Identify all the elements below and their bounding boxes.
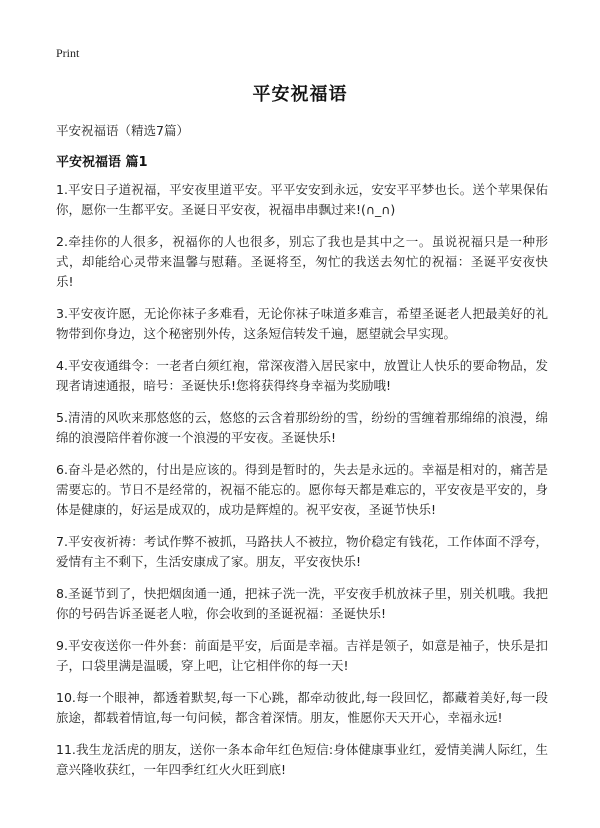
paragraph-5: 5.清清的风吹来那悠悠的云，悠悠的云含着那纷纷的雪，纷纷的雪缠着那绵绵的浪漫，绵绵的浪漫陪伴着你渡一个浪漫的平安夜。圣诞快乐! [56,410,548,445]
paragraph-8: 8.圣诞节到了，快把烟囱通一通，把袜子洗一洗，平安夜手机放袜子里，别关机哦。我把你的号码告诉圣诞老人啦，你会收到的圣诞祝福：圣诞快乐! [56,586,548,621]
paragraph-list [56,180,548,792]
document-subtitle: 平安祝福语（精选7篇） [56,123,189,138]
paragraph-2: 2.牵挂你的人很多，祝福你的人也很多，别忘了我也是其中之一。虽说祝福只是一种形式，却能给心灵带来温馨与慰藉。圣诞将至，匆忙的我送去匆忙的祝福：圣诞平安夜快乐! [56,234,548,289]
paragraph-7: 7.平安夜祈祷：考试作弊不被抓，马路扶人不被拉，物价稳定有钱花，工作体面不浮夸，爱情有主不剩下，生活安康成了家。朋友，平安夜快乐! [56,534,548,569]
paragraph-11: 11.我生龙活虎的朋友，送你一条本命年红色短信:身体健康事业红，爱情美满人际红，生意兴隆收获红，一年四季红红火火旺到底! [56,742,548,777]
paragraph-6: 6.奋斗是必然的，付出是应该的。得到是暂时的，失去是永远的。幸福是相对的，痛苦是需要忘的。节日不是经常的，祝福不能忘的。愿你每天都是难忘的，平安夜是平安的，身体是健康的，好运是成双的，成功是辉煌的。祝平安夜，圣诞节快乐! [56,462,548,517]
document-title: 平安祝福语 [252,84,348,105]
paragraph-10: 10.每一个眼神，都透着默契,每一下心跳，都牵动彼此,每一段回忆，都藏着美好,每一段旅途，都载着情谊,每一句问候，都含着深情。朋友，惟愿你天天开心，幸福永远! [56,690,548,725]
print-link[interactable]: Print [56,46,80,60]
paragraph-4: 4.平安夜通缉令：一老者白须红袍，常深夜潜入居民家中，放置让人快乐的要命物品，发现者请速通报，暗号：圣诞快乐!您将获得终身幸福为奖励哦! [56,358,548,393]
paragraph-3: 3.平安夜许愿，无论你袜子多难看，无论你袜子味道多难言，希望圣诞老人把最美好的礼物带到你身边，这个秘密别外传，这条短信转发千遍，愿望就会早实现。 [56,306,548,341]
paragraph-9: 9.平安夜送你一件外套：前面是平安，后面是幸福。吉祥是领子，如意是袖子，快乐是扣子，口袋里满是温暖，穿上吧，让它相伴你的每一天! [56,638,548,673]
section-heading: 平安祝福语 篇1 [56,155,148,170]
paragraph-1: 1.平安日子道祝福，平安夜里道平安。平平安安到永远，安安平平梦也长。送个苹果保佑你，愿你一生都平安。圣诞日平安夜，祝福串串飘过来!(∩_∩) [56,182,548,217]
